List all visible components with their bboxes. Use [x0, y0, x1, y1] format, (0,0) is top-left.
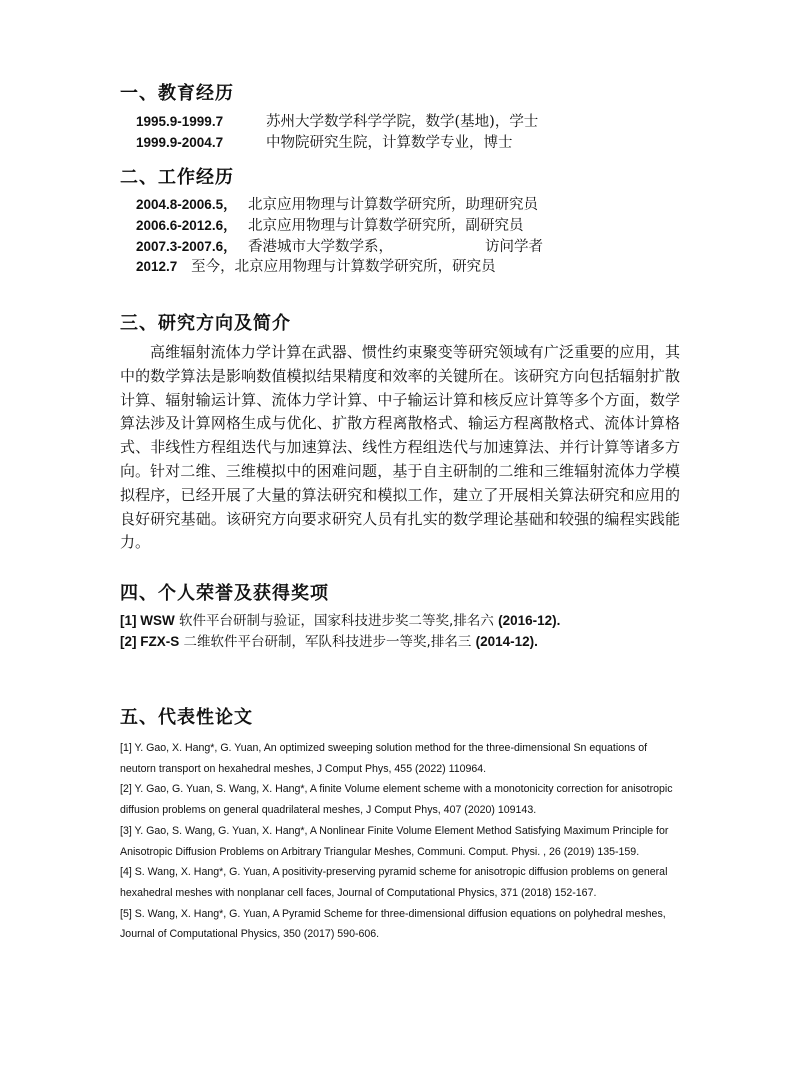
- education-item: [136, 112, 538, 132]
- honors-heading: 四、个人荣誉及获得奖项: [120, 583, 329, 604]
- work-date: 2007.3-2007.6，: [136, 239, 237, 254]
- education-date: 1999.9-2004.7: [136, 135, 224, 150]
- research-heading: 三、研究方向及简介: [120, 313, 291, 334]
- honor-tag: [1] WSW: [120, 613, 175, 628]
- honor-item: [120, 632, 538, 652]
- education-date: 1995.9-1999.7: [136, 114, 224, 129]
- work-item: [136, 257, 496, 277]
- work-item: [136, 195, 538, 215]
- honor-date: (2016-12).: [498, 613, 561, 628]
- honor-date: (2014-12).: [475, 634, 538, 649]
- work-date: 2004.8-2006.5，: [136, 197, 237, 212]
- work-item: [136, 216, 524, 236]
- paper-item: [1] Y. Gao, X. Hang*, G. Yuan, An optimized sweeping solution method for the three-dimensional Sn equations of neutorn transport on hexahedral meshes, J Comput Phys, 455 (2022) 110964.: [120, 742, 648, 775]
- honor-tag: [2] FZX-S: [120, 634, 180, 649]
- work-text: 香港城市大学数学系，: [248, 239, 393, 255]
- paper-item: [2] Y. Gao, G. Yuan, S. Wang, X. Hang*, A finite Volume element scheme with a monotonicity correction for anisotropic diffusion problems on general quadrilateral meshes, J Comput Phys, 407 (2020) 109143.: [120, 783, 673, 817]
- work-item: [136, 237, 543, 257]
- paper-list: [120, 738, 680, 945]
- work-role: 访问学者: [485, 239, 543, 255]
- paper-item: [3] Y. Gao, S. Wang, G. Yuan, X. Hang*, A Nonlinear Finite Volume Element Method Satisfying Maximum Principle for Anisotropic Diffusion Problems on Arbitrary Triangular Meshes, Communi. Comput. Physi. , 26 (2019) 135-159.: [120, 824, 669, 858]
- paper-item: [4] S. Wang, X. Hang*, G. Yuan, A positivity-preserving pyramid scheme for anisotropic diffusion problems on general hexahedral meshes with nonplanar cell faces, Journal of Computational Physics, 371 (2018) 152-167.: [120, 866, 668, 899]
- papers-heading: 五、代表性论文: [120, 707, 253, 728]
- honor-text: 二维软件平台研制，军队科技进步一等奖,排名三: [179, 634, 476, 650]
- work-date: 2006.6-2012.6，: [136, 218, 237, 233]
- education-text: 中物院研究生院，计算数学专业，博士: [266, 135, 513, 151]
- research-paragraph: 高维辐射流体力学计算在武器、惯性约束聚变等研究领域有广泛重要的应用，其中的数学算法是影响数值模拟结果精度和效率的关键所在。该研究方向包括辐射扩散计算、辐射输运计算、流体力学计算、中子输运计算和核反应计算等多个方面，数学算法涉及计算网格生成与优化、扩散方程离散格式、输运方程离散格式、流体计算格式、非线性方程组迭代与加速算法、线性方程组迭代与加速算法、并行计算等诸多方向。: [120, 343, 680, 480]
- work-heading: 二、工作经历: [120, 167, 234, 188]
- honor-item: [120, 611, 560, 631]
- work-text: 北京应用物理与计算数学研究所，助理研究员: [248, 197, 538, 213]
- work-text: 北京应用物理与计算数学研究所，副研究员: [248, 218, 524, 234]
- paper-item: [5] S. Wang, X. Hang*, G. Yuan, A Pyramid Scheme for three-dimensional diffusion equations on polyhedral meshes, Journal of Computational Physics, 350 (2017) 590-606.: [120, 907, 666, 941]
- education-text: 苏州大学数学科学学院，数学(基地)，学士: [266, 114, 539, 130]
- education-item: [136, 133, 513, 153]
- work-date: 2012.7: [136, 259, 178, 274]
- work-text: 至今，北京应用物理与计算数学研究所，研究员: [177, 259, 496, 275]
- honor-text: 软件平台研制与验证，国家科技进步奖二等奖,排名六: [174, 613, 499, 629]
- education-heading: 一、教育经历: [120, 83, 234, 104]
- research-paragraph: 针对二维、三维模拟中的困难问题，基于自主研制的二维和三维辐射流体力学模拟程序，已经开展了大量的算法研究和模拟工作，建立了开展相关算法研究和应用的良好研究基础。该研究方向要求研究人员有扎实的数学理论基础和较强的编程实践能力。: [120, 462, 680, 552]
